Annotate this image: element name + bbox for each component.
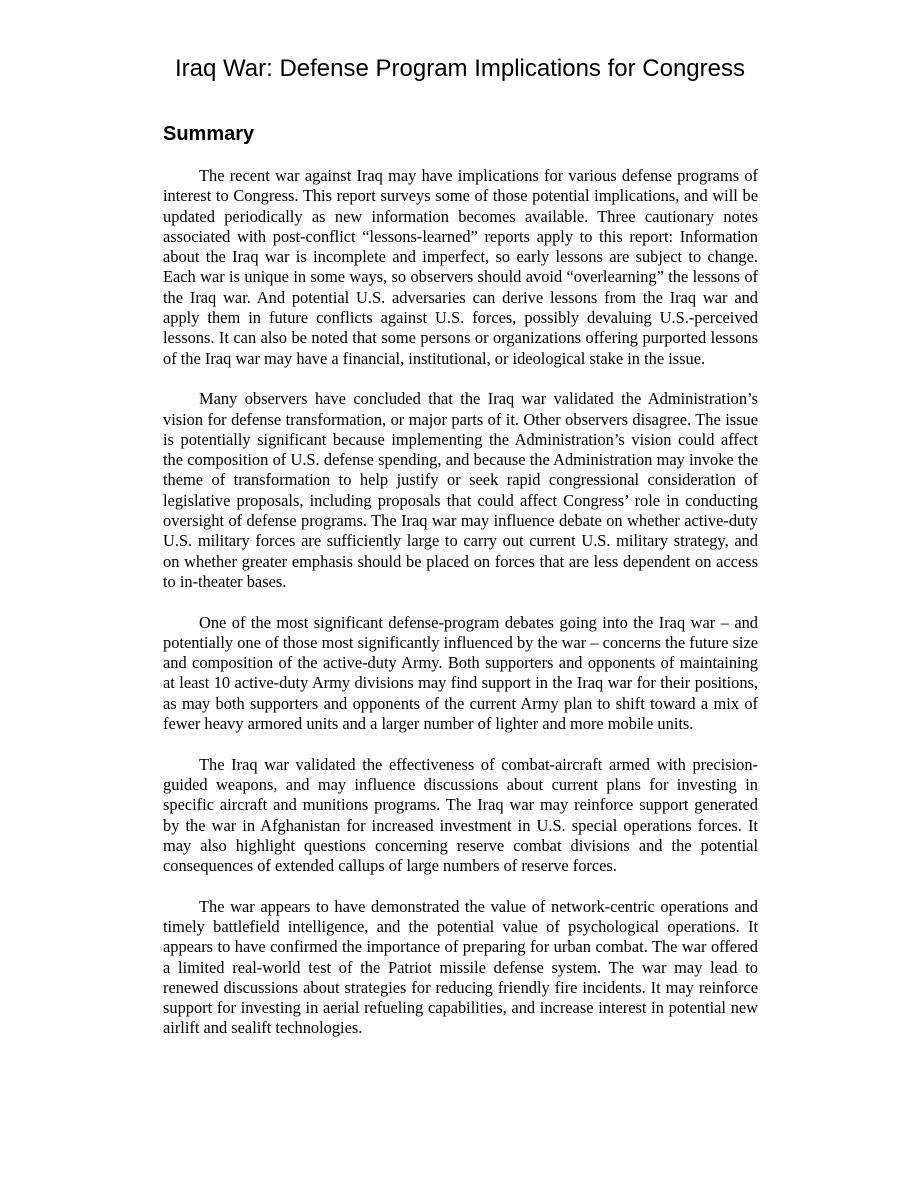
section-heading-summary: Summary xyxy=(163,123,255,145)
summary-paragraph: The war appears to have demonstrated the value of network-centric operations and timely battlefield intelligence, and the potential value of psychological operations. It appears to have confirmed the importance of preparing for urban combat. The war offered a limited real-world test of the Patriot missile defense system. The war may lead to renewed discussions about strategies for reducing friendly fire incidents. It may reinforce support for investing in aerial refueling capabilities, and increase interest in potential new airlift and sealift technologies. xyxy=(163,896,758,1038)
summary-paragraph: The Iraq war validated the effectiveness of combat-aircraft armed with precision-guided weapons, and may influence discussions about current plans for investing in specific aircraft and munitions programs. The Iraq war may reinforce support generated by the war in Afghanistan for increased investment in U.S. special operations forces. It may also highlight questions concerning reserve combat divisions and the potential consequences of extended callups of large numbers of reserve forces. xyxy=(163,754,758,876)
document-title: Iraq War: Defense Program Implications for Congress xyxy=(175,55,745,82)
summary-paragraph: Many observers have concluded that the Iraq war validated the Administration’s vision for defense transformation, or major parts of it. Other observers disagree. The issue is potentially significant because implementing the Administration’s vision could affect the composition of U.S. defense spending, and because the Administration may invoke the theme of transformation to help justify or seek rapid congressional consideration of legislative proposals, including proposals that could affect Congress’ role in conducting oversight of defense programs. The Iraq war may influence debate on whether active-duty U.S. military forces are sufficiently large to carry out current U.S. military strategy, and on whether greater emphasis should be placed on forces that are less dependent on access to in-theater bases. xyxy=(163,389,758,591)
summary-paragraph: One of the most significant defense-program debates going into the Iraq war – and potentially one of those most significantly influenced by the war – concerns the future size and composition of the active-duty Army. Both supporters and opponents of maintaining at least 10 active-duty Army divisions may find support in the Iraq war for their positions, as may both supporters and opponents of the current Army plan to shift toward a mix of fewer heavy armored units and a larger number of lighter and more mobile units. xyxy=(163,612,758,734)
summary-body xyxy=(163,166,758,1059)
summary-paragraph: The recent war against Iraq may have implications for various defense programs of interest to Congress. This report surveys some of those potential implications, and will be updated periodically as new information becomes available. Three cautionary notes associated with post-conflict “lessons-learned” reports apply to this report: Information about the Iraq war is incomplete and imperfect, so early lessons are subject to change. Each war is unique in some ways, so observers should avoid “overlearning” the lessons of the Iraq war. And potential U.S. adversaries can derive lessons from the Iraq war and apply them in future conflicts against U.S. forces, possibly devaluing U.S.-perceived lessons. It can also be noted that some persons or organizations offering purported lessons of the Iraq war may have a financial, institutional, or ideological stake in the issue. xyxy=(163,166,758,368)
